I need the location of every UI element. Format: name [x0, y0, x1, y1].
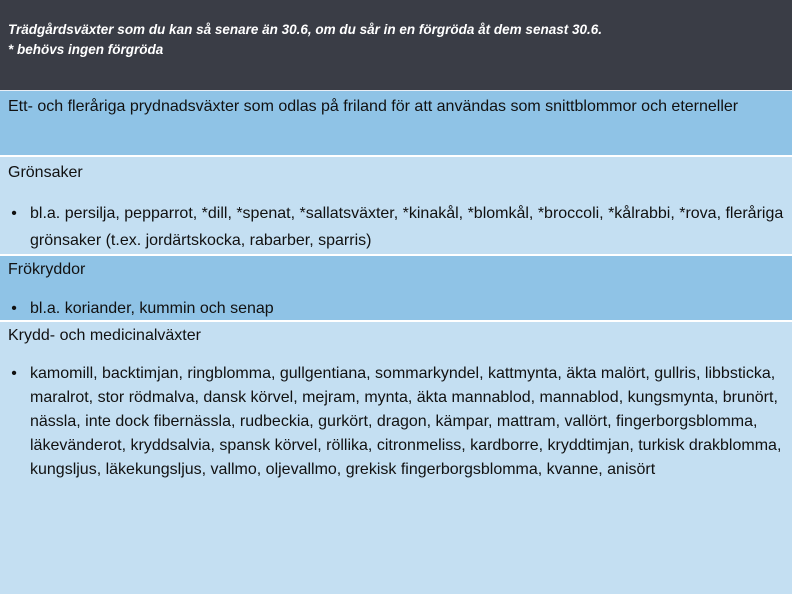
bullet-marker: •	[11, 365, 17, 382]
bullet-text: bl.a. persilja, pepparrot, *dill, *spenat, *sallatsväxter, *kinakål, *blomkål, *broccoli, *kålrabbi, *rova, fleråriga grönsaker (t.ex. jordärtskocka, rabarber, sparris)	[30, 205, 784, 249]
header-banner	[0, 0, 792, 91]
bullet-item	[8, 200, 784, 254]
table-row-seed-spices	[0, 256, 792, 322]
bullet-text: bl.a. koriander, kummin och senap	[30, 300, 274, 317]
header-title: Trädgårdsväxter som du kan så senare än 30.6, om du sår in en förgröda åt dem senast 30.6.	[8, 22, 602, 37]
table-row-herbs	[0, 322, 792, 594]
bullet-marker: •	[11, 205, 17, 222]
table-row-vegetables	[0, 157, 792, 256]
row-category: Ett- och fleråriga prydnadsväxter som odlas på friland för att användas som snittblommor och eterneller	[8, 98, 739, 115]
header-note: * behövs ingen förgröda	[8, 42, 164, 57]
bullet-item	[8, 295, 784, 322]
row-category: Grönsaker	[8, 164, 83, 181]
table-row-ornamental	[0, 91, 792, 157]
bullet-text: kamomill, backtimjan, ringblomma, gullgentiana, sommarkyndel, kattmynta, äkta malört, gullris, libbsticka, maralrot, stor rödmalva, dansk körvel, mejram, mynta, äkta mannablod, mannablod, kungsmynta, brunört, nässla, inte dock fibernässla, rudbeckia, gurkört, dragon, kämpar, mattram, vallört, fingerborgsblomma, läkevänderot, kryddsalvia, spansk körvel, röllika, citronmeliss, kardborre, kryddtimjan, turkisk drakblomma, kungsljus, läkekungsljus, vallmo, oljevallmo, grekisk fingerborgsblomma, kvanne, anisört	[30, 365, 782, 478]
row-category: Frökryddor	[8, 261, 86, 278]
bullet-item	[8, 362, 784, 482]
row-category: Krydd- och medicinalväxter	[8, 327, 201, 344]
bullet-marker: •	[11, 300, 17, 317]
